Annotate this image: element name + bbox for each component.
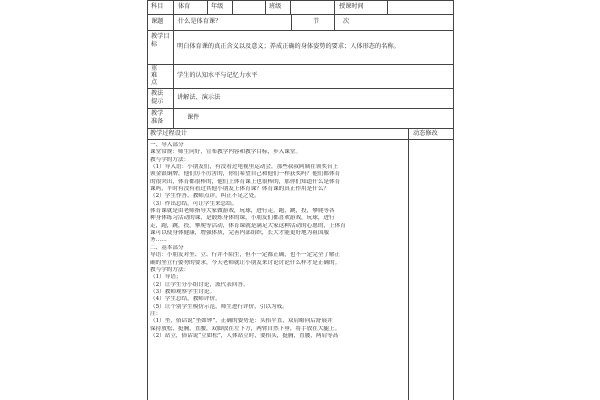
body-line: 领金银铜牌，他们厉不厉害的，你们希望自己和他们一样获奖吗？他们都体育 xyxy=(150,171,341,178)
table-line xyxy=(232,0,233,14)
body-line: （1）导语； xyxy=(150,274,182,281)
table-line xyxy=(453,0,454,400)
body-line: 教与学的方法： xyxy=(150,266,190,273)
table-line xyxy=(147,108,454,109)
body-line: 务…… xyxy=(150,237,167,244)
body-line: （1）导入语：小朋友们，有没看过电视里运动会，那些叔叔阿姨在领奖台上 xyxy=(150,164,339,171)
body-line: 课可以使身体健康，增强体质，完善内部组织，长大才能更好地为祖国服 xyxy=(150,230,330,237)
grade-label: 年级 xyxy=(211,3,224,10)
method-value: 讲解法、演示法 xyxy=(177,94,221,101)
body-line: （2）让学生分小组讨论，派代表回答。 xyxy=(150,281,249,288)
body-line: 一、导入部分 xyxy=(150,142,184,148)
topic-value: 什么是体育课？ xyxy=(178,18,222,25)
method-label: 教法提示 xyxy=(151,90,164,105)
table-line xyxy=(387,0,388,14)
body-line: 保持放松，挺胸，直腰，双脚放在左下方，两臂自然下垂，将手放在大腿上。 xyxy=(150,325,341,332)
table-line xyxy=(334,0,335,14)
table-line xyxy=(207,0,208,14)
body-line: 的很突出，体育都很棒的，他们上体育课上也很棒的，那你们知道什么是体育 xyxy=(150,178,341,185)
process-label: 教学过程设计 xyxy=(150,130,188,137)
body-line: （4）学生总结，教师评价。 xyxy=(150,296,221,303)
body-line: 教与学的方法： xyxy=(150,156,190,163)
topic-label: 课题 xyxy=(151,18,164,25)
focus-label: 重难点 xyxy=(151,65,158,86)
body-line: 注： xyxy=(150,310,162,317)
table-line xyxy=(290,0,291,14)
period-label: 节 xyxy=(313,18,320,25)
table-line xyxy=(173,0,174,128)
body-line: 确的坐立行姿势的要求，今天老师就让小朋友来讨论讨论什么样才是正确的。 xyxy=(150,259,341,266)
focus-value: 学生的认知水平与记忆力水平 xyxy=(177,72,258,79)
table-line xyxy=(147,0,148,400)
revision-label: 动态修改 xyxy=(413,130,438,137)
body-line: （5）让个别学生模仿示范，师生进行评价，引以为戒。 xyxy=(150,303,288,310)
period-unit: 次 xyxy=(343,18,350,25)
goals-value: 明白体育课的真正含义以及意义；养成正确的身体姿势的要求；人体形态的名称。 xyxy=(177,43,400,50)
body-line: （1）坐，俗话说“坐如钟”，正确的姿势是：头抬平直，双肩略向后舒展并 xyxy=(150,318,333,325)
time-label: 授课时间 xyxy=(339,3,364,10)
table-line xyxy=(147,30,454,31)
body-line: 走，跑，跳，投，攀爬等活动，体育课就是满足大家这种活动的心愿的，上体育 xyxy=(150,222,346,229)
body-line: 二、基本部分 xyxy=(150,244,184,251)
body-line: 种身体练习活动的课，是锻炼身体的课，小朋友们都喜欢游戏，玩球，进行 xyxy=(150,215,335,222)
body-line: 课堂常规：师生问好，宣布教学内容和教学目标，步入课堂。 xyxy=(150,149,302,156)
subject-value: 体育 xyxy=(178,3,191,10)
body-line: （2）学生作答，教师点评，纠正不足之处。 xyxy=(150,193,260,200)
table-line xyxy=(291,14,292,30)
class-label: 班级 xyxy=(269,3,282,10)
lesson-plan-document xyxy=(147,0,455,400)
table-line xyxy=(147,88,454,89)
body-line: （3）作出总结，可让学生来总结。 xyxy=(150,200,238,207)
goals-label: 教学目标 xyxy=(151,33,170,48)
body-line: 课吗，平时有没有看过其他小朋友上体育课？体育课的真正作用是什么？ xyxy=(150,186,330,193)
process-body xyxy=(150,142,408,340)
table-line xyxy=(408,128,409,400)
table-line xyxy=(147,64,454,65)
body-line: 导语：小朋友对坐、立、行并不陌生，但不一定都正确，也不一定完全了解正 xyxy=(150,252,341,259)
table-line xyxy=(147,0,454,1)
table-line xyxy=(147,14,454,15)
body-line: （3）教师观察学生讨论。 xyxy=(150,288,216,295)
prep-value: 课件 xyxy=(187,114,200,121)
table-line xyxy=(265,0,266,14)
body-line: （2）站立，俗话说“立如松”，人体站立时，要抬头，挺胸，直腰，两肩等高 xyxy=(150,332,339,339)
prep-label: 教学准备 xyxy=(151,110,164,125)
subject-label: 科目 xyxy=(151,3,164,10)
table-line xyxy=(334,14,335,30)
body-line: 体育课就是由老师指导大家做游戏，玩球，进行走，跑，跳，投，攀爬等各 xyxy=(150,208,335,215)
